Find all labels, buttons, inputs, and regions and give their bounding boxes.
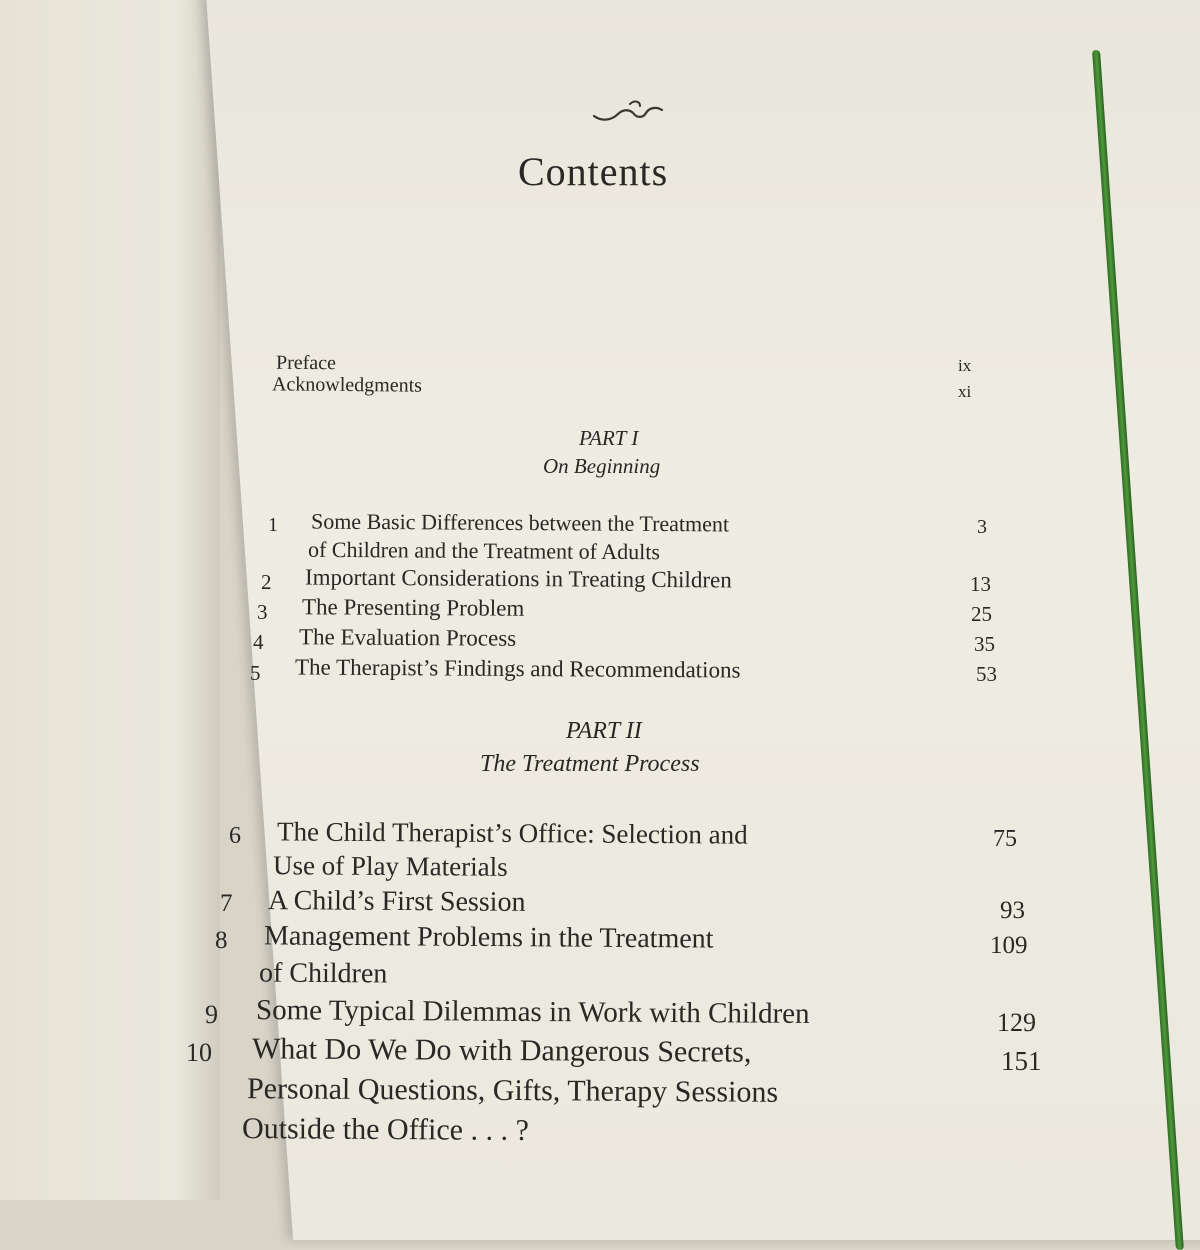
chapter-number: 2 [261, 570, 272, 594]
chapter-title: The Evaluation Process [298, 624, 517, 651]
left-page [0, 0, 220, 1200]
chapter-title-cont: Personal Questions, Gifts, Therapy Sessions [246, 1072, 779, 1109]
part-subtitle: On Beginning [543, 454, 661, 478]
chapter-page: 25 [971, 602, 992, 626]
chapter-title-cont: Use of Play Materials [272, 850, 508, 882]
chapter-page: 129 [997, 1008, 1036, 1037]
chapter-number: 9 [205, 1000, 218, 1029]
chapter-title: Some Typical Dilemmas in Work with Children [255, 994, 810, 1030]
chapter-title: The Therapist’s Findings and Recommendations [294, 654, 741, 683]
chapter-title: What Do We Do with Dangerous Secrets, [251, 1032, 752, 1069]
part-label: PART I [579, 426, 639, 450]
toc-entry-preface: Preface [275, 351, 337, 375]
chapter-page: 35 [974, 632, 995, 656]
chapter-page: 13 [970, 572, 991, 596]
page-title: Contents [518, 149, 669, 194]
chapter-title: A Child’s First Session [267, 885, 526, 918]
chapter-title: The Presenting Problem [301, 594, 525, 621]
chapter-title-cont: of Children [258, 957, 388, 990]
chapter-page: 3 [977, 516, 987, 538]
chapter-number: 4 [253, 630, 264, 654]
chapter-number: 5 [250, 661, 261, 685]
toc-page-acknowledgments: xi [958, 382, 972, 401]
chapter-number: 3 [257, 600, 268, 624]
toc-page-preface: ix [958, 356, 972, 375]
chapter-number: 6 [229, 823, 241, 849]
chapter-number: 1 [268, 514, 278, 536]
chapter-title: Important Considerations in Treating Children [304, 564, 732, 593]
part-subtitle: The Treatment Process [480, 751, 700, 777]
chapter-number: 8 [215, 927, 228, 954]
chapter-title: Management Problems in the Treatment [263, 920, 714, 955]
chapter-title: The Child Therapist’s Office: Selection and [276, 816, 748, 850]
chapter-page: 53 [976, 662, 997, 686]
toc-entry-acknowledgments: Acknowledgments [271, 373, 423, 397]
chapter-page: 109 [990, 932, 1028, 959]
chapter-page: 75 [993, 826, 1017, 852]
chapter-page: 93 [1000, 897, 1025, 924]
ornament-flourish [590, 96, 670, 126]
chapter-number: 7 [220, 890, 233, 917]
chapter-number: 10 [186, 1038, 212, 1067]
part-label: PART II [566, 718, 642, 744]
chapter-title-cont: of Children and the Treatment of Adults [307, 536, 661, 565]
chapter-title: Some Basic Differences between the Treatment [310, 508, 730, 537]
chapter-title-cont: Outside the Office . . . ? [241, 1111, 529, 1148]
chapter-page: 151 [1001, 1046, 1042, 1076]
